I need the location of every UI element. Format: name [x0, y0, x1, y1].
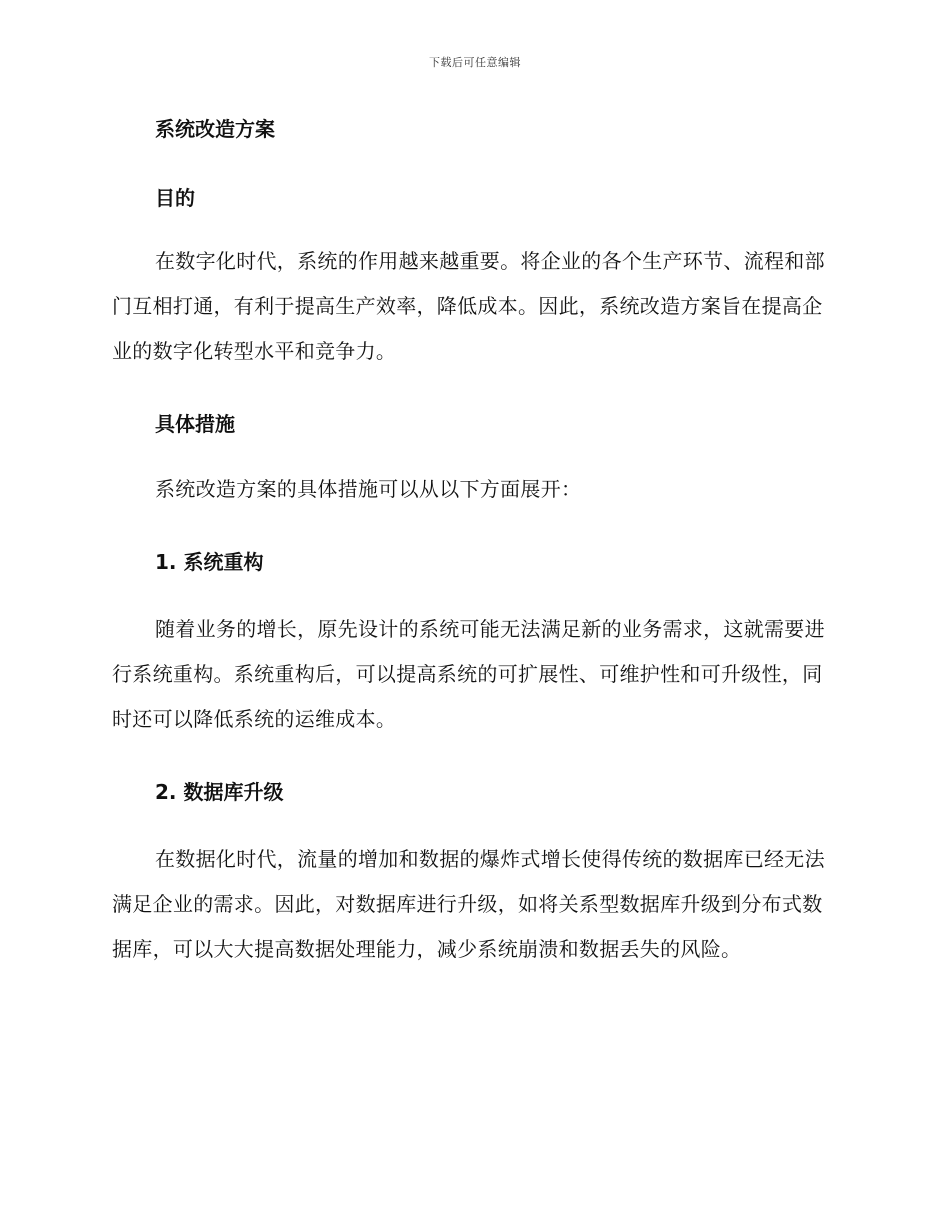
purpose-paragraph: 在数字化时代，系统的作用越来越重要。将企业的各个生产环节、流程和部门互相打通，有利于提高生产效率，降低成本。因此，系统改造方案旨在提高企业的数字化转型水平和竞争力。: [112, 249, 825, 363]
measures-heading: 具体措施: [155, 412, 235, 436]
purpose-heading: 目的: [155, 186, 195, 210]
document-title: 系统改造方案: [155, 117, 275, 141]
measures-intro-paragraph: 系统改造方案的具体措施可以从以下方面展开：: [155, 477, 582, 501]
section-heading-database-upgrade: 2. 数据库升级: [155, 780, 284, 804]
section-heading-system-refactor: 1. 系统重构: [155, 550, 264, 574]
section-paragraph-system-refactor: 随着业务的增长，原先设计的系统可能无法满足新的业务需求，这就需要进行系统重构。系统重构后，可以提高系统的可扩展性、可维护性和可升级性，同时还可以降低系统的运维成本。: [112, 617, 825, 731]
document-body: [112, 112, 834, 972]
page-header-note: 下载后可任意编辑: [429, 56, 521, 69]
section-paragraph-database-upgrade: 在数据化时代，流量的增加和数据的爆炸式增长使得传统的数据库已经无法满足企业的需求。因此，对数据库进行升级，如将关系型数据库升级到分布式数据库，可以大大提高数据处理能力，减少系统崩溃和数据丢失的风险。: [112, 847, 825, 961]
